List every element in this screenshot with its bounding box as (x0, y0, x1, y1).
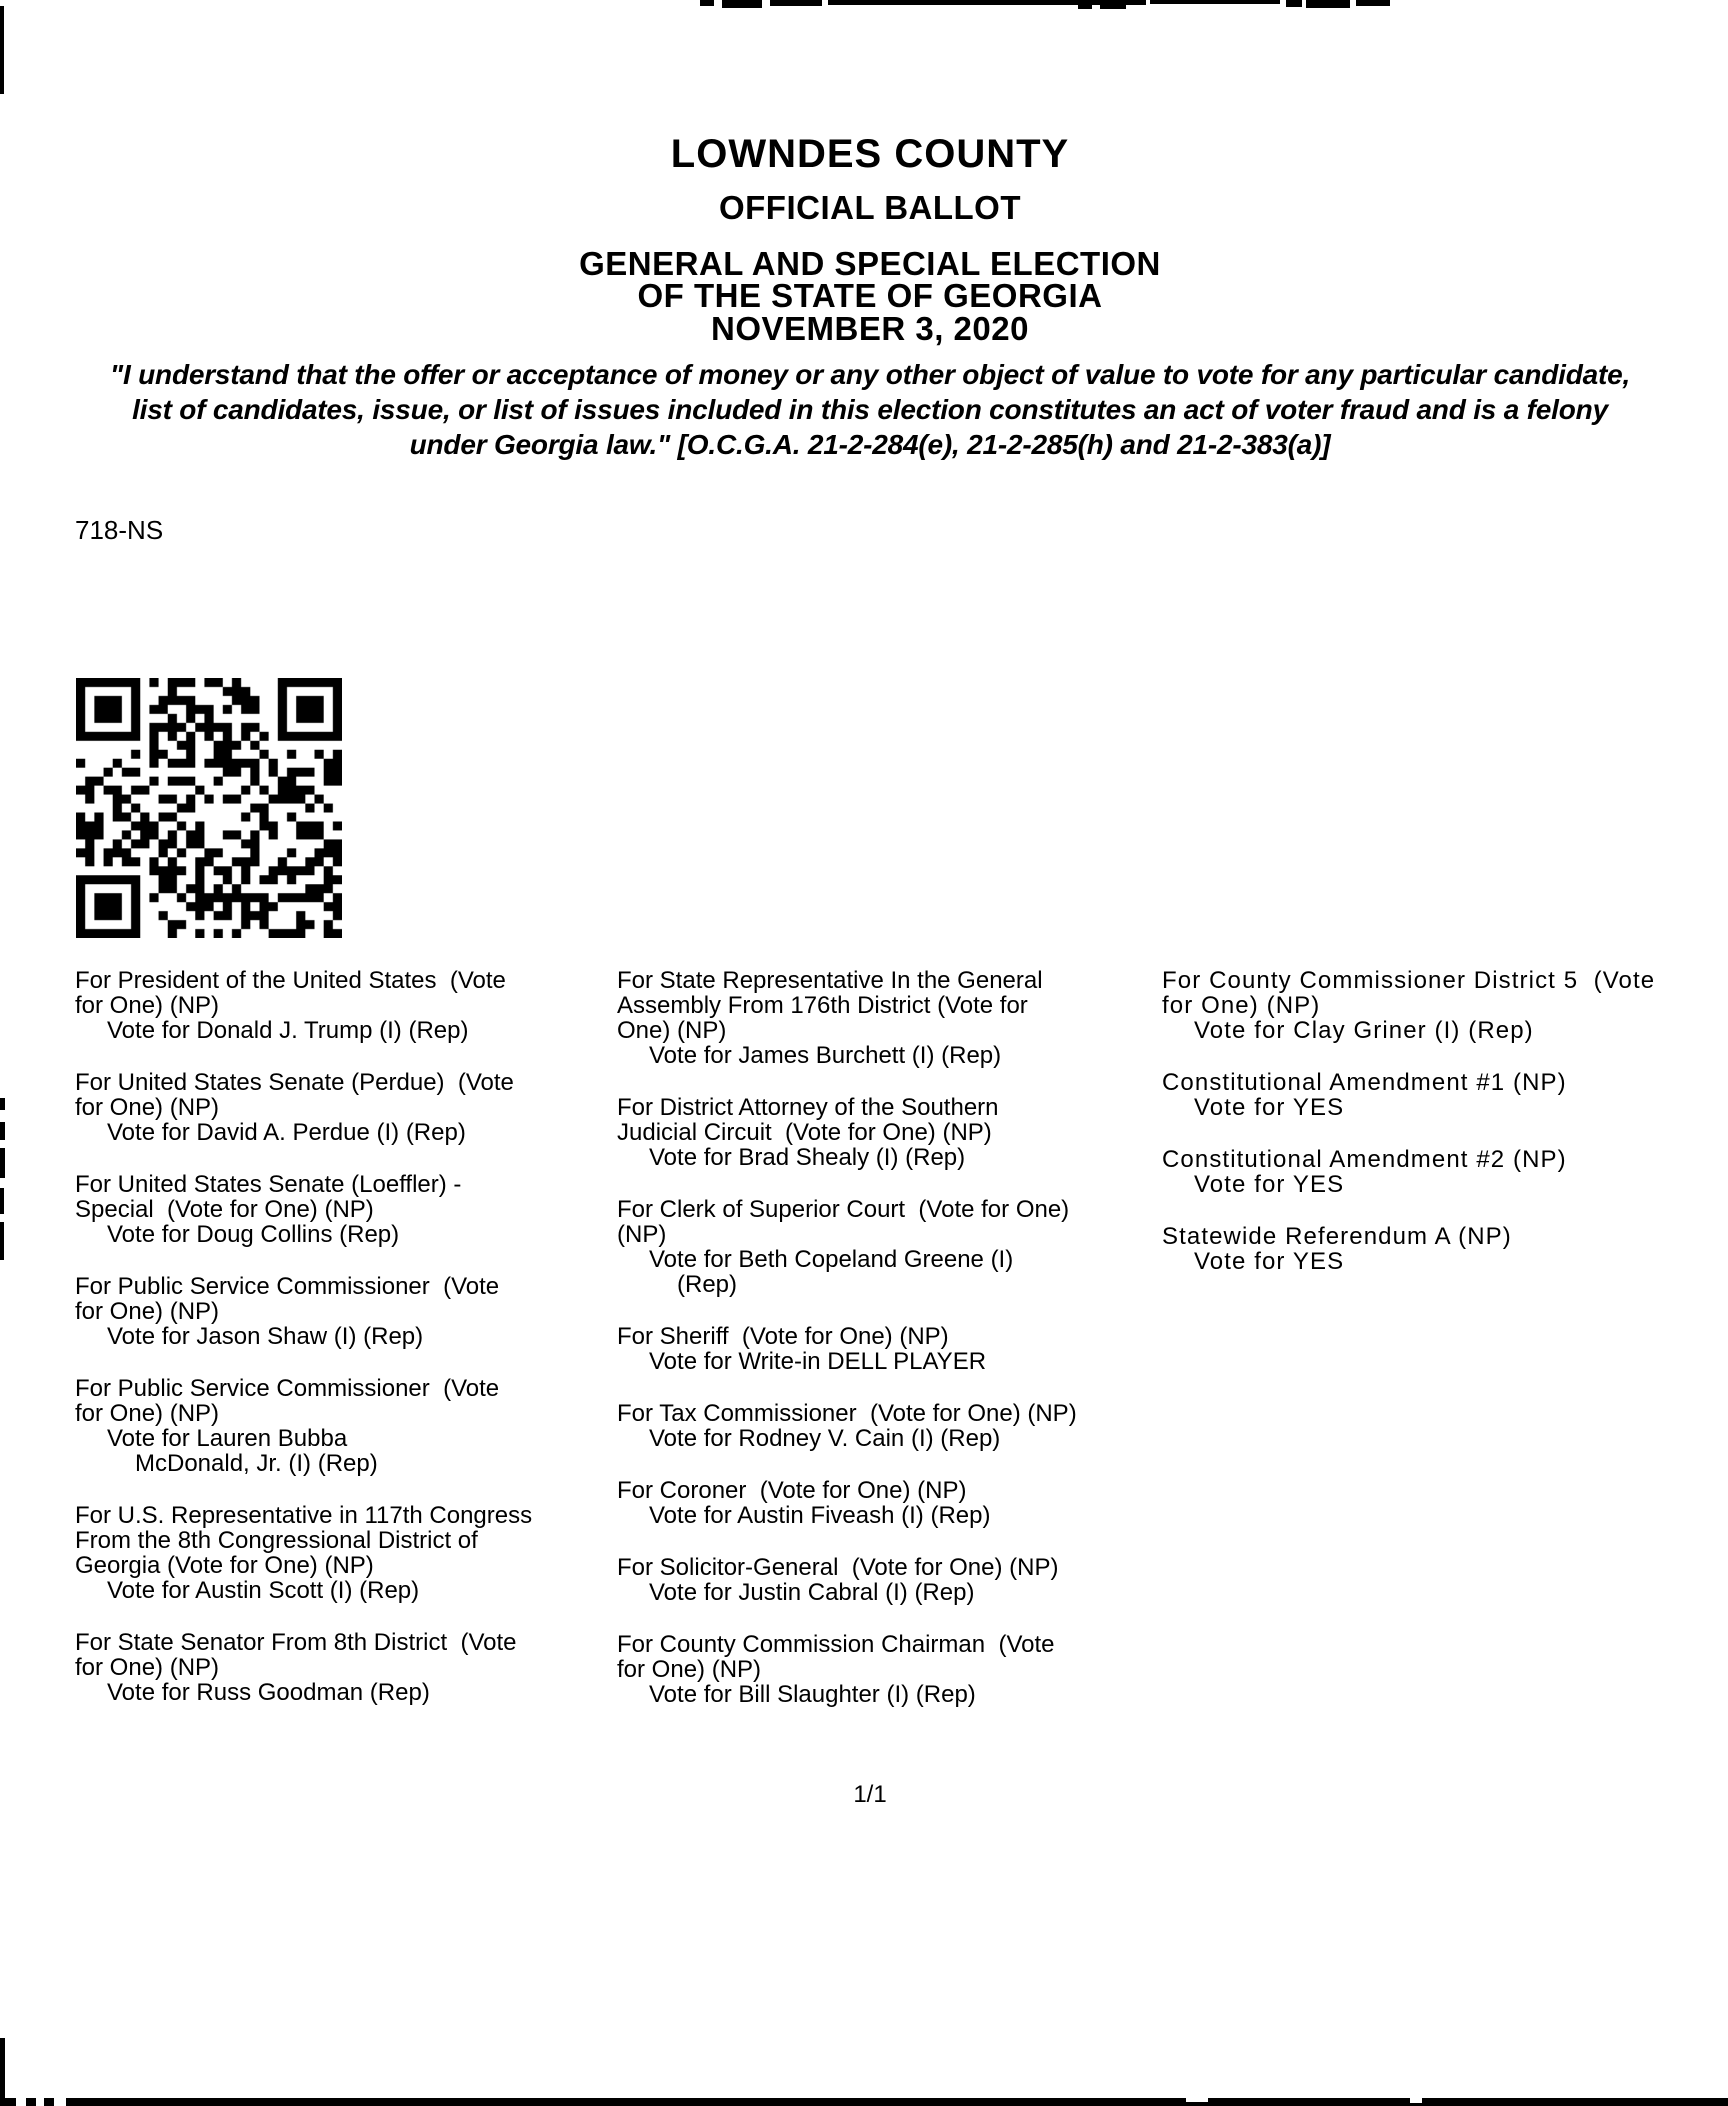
contest-title-line: For District Attorney of the Southern (617, 1094, 999, 1121)
scan-artifact-gap (1186, 2098, 1208, 2102)
contest-title-line: Constitutional Amendment #2 (NP) (1162, 1146, 1567, 1173)
vote-line: Vote for YES (1194, 1248, 1345, 1275)
fraud-disclaimer-line1: "I understand that the offer or acceptance of money or any other object of value to vote for any particular candidate, (109, 359, 1631, 390)
contest-block (1162, 1147, 1728, 1197)
scan-artifact (0, 2038, 5, 2106)
scan-artifact (0, 1098, 5, 1110)
contest-title-line: for One) (NP) (75, 1298, 220, 1325)
contest-title-line: for One) (NP) (75, 1094, 220, 1121)
contest-title-line: For Coroner (Vote for One) (NP) (617, 1477, 967, 1504)
scan-artifact (1356, 0, 1390, 6)
contest-title-line: For President of the United States (Vote (75, 967, 506, 994)
contest-block (617, 1555, 1152, 1605)
scan-artifact (0, 1188, 4, 1214)
contest-title-line: Georgia (Vote for One) (NP) (75, 1552, 374, 1579)
contest-block (75, 968, 600, 1043)
contest-title-line: For State Senator From 8th District (Vote (75, 1629, 517, 1656)
scan-artifact (1306, 0, 1350, 8)
contest-block (617, 1324, 1152, 1374)
scan-artifact (700, 0, 714, 6)
contest-title-line: for One) (NP) (75, 1654, 220, 1681)
vote-line: Vote for Lauren Bubba (107, 1425, 348, 1452)
contest-title-line: For Tax Commissioner (Vote for One) (NP) (617, 1400, 1077, 1427)
scan-artifact (1078, 0, 1092, 9)
vote-line: Vote for YES (1194, 1171, 1345, 1198)
contest-block (617, 968, 1152, 1068)
contest-block (617, 1401, 1152, 1451)
scan-artifact (0, 1222, 4, 1260)
contest-title-line: Constitutional Amendment #1 (NP) (1162, 1069, 1567, 1096)
scan-artifact (722, 0, 762, 8)
ballot-column (75, 968, 600, 1732)
precinct-code: 718-NS (75, 515, 164, 545)
contest-title-line: For Clerk of Superior Court (Vote for One) (617, 1196, 1070, 1223)
contest-title-line: for One) (NP) (75, 1400, 220, 1427)
contest-block (75, 1630, 600, 1705)
contest-title-line: One) (NP) (617, 1017, 727, 1044)
ballot-column (1162, 968, 1728, 1301)
vote-line: Vote for Justin Cabral (I) (Rep) (649, 1579, 975, 1606)
contest-block (1162, 1224, 1728, 1274)
contest-block (75, 1172, 600, 1247)
scan-artifact (0, 2098, 1728, 2106)
vote-line: Vote for Clay Griner (I) (Rep) (1194, 1017, 1534, 1044)
vote-line: Vote for David A. Perdue (I) (Rep) (107, 1119, 466, 1146)
scan-artifact (0, 1148, 5, 1178)
fraud-disclaimer-line3: under Georgia law." [O.C.G.A. 21-2-284(e), 21-2-285(h) and 21-2-383(a)] (409, 429, 1331, 460)
contest-title-line: Judicial Circuit (Vote for One) (NP) (617, 1119, 992, 1146)
contest-title-line: For State Representative In the General (617, 967, 1043, 994)
scan-artifact (828, 0, 1146, 5)
scan-artifact-gap (1410, 2098, 1422, 2103)
vote-line: Vote for Brad Shealy (I) (Rep) (649, 1144, 966, 1171)
vote-line: Vote for Austin Scott (I) (Rep) (107, 1577, 420, 1604)
contest-block (75, 1503, 600, 1603)
page-number: 1/1 (853, 1781, 887, 1808)
vote-line: Vote for Write-in DELL PLAYER (649, 1348, 987, 1375)
contest-title-line: For Sheriff (Vote for One) (NP) (617, 1323, 949, 1350)
vote-line: Vote for Jason Shaw (I) (Rep) (107, 1323, 424, 1350)
vote-line: Vote for Bill Slaughter (I) (Rep) (649, 1681, 976, 1708)
contest-title-line: From the 8th Congressional District of (75, 1527, 478, 1554)
vote-line: Vote for Russ Goodman (Rep) (107, 1679, 430, 1706)
scan-artifact (0, 1122, 5, 1140)
vote-line: Vote for James Burchett (I) (Rep) (649, 1042, 1002, 1069)
vote-line: Vote for YES (1194, 1094, 1345, 1121)
contest-title-line: For County Commission Chairman (Vote (617, 1631, 1055, 1658)
contest-block (75, 1070, 600, 1145)
ballot-county-title: LOWNDES COUNTY (670, 132, 1070, 176)
ballot-type-title: OFFICIAL BALLOT (718, 189, 1022, 226)
contest-title-line: for One) (NP) (75, 992, 220, 1019)
scan-artifact (1100, 0, 1126, 9)
scan-artifact-gap (54, 2098, 66, 2106)
contest-title-line: For United States Senate (Loeffler) - (75, 1171, 462, 1198)
contest-title-line: (NP) (617, 1221, 667, 1248)
election-title-line2: OF THE STATE OF GEORGIA (637, 277, 1103, 314)
contest-title-line: For Public Service Commissioner (Vote (75, 1273, 500, 1300)
election-title-line1: GENERAL AND SPECIAL ELECTION (579, 245, 1161, 282)
scan-artifact-gap (36, 2098, 44, 2106)
scan-artifact-gap (16, 2098, 26, 2106)
contest-title-line: For Public Service Commissioner (Vote (75, 1375, 500, 1402)
vote-line: Vote for Donald J. Trump (I) (Rep) (107, 1017, 469, 1044)
contest-block (75, 1274, 600, 1349)
contest-title-line: for One) (NP) (617, 1656, 762, 1683)
vote-line: Vote for Rodney V. Cain (I) (Rep) (649, 1425, 1001, 1452)
vote-line: Vote for Beth Copeland Greene (I) (649, 1246, 1014, 1273)
contest-block (617, 1095, 1152, 1170)
vote-line: Vote for Austin Fiveash (I) (Rep) (649, 1502, 991, 1529)
contest-title-line: For Solicitor-General (Vote for One) (NP) (617, 1554, 1059, 1581)
scan-artifact (0, 6, 4, 94)
vote-line: Vote for Doug Collins (Rep) (107, 1221, 400, 1248)
contest-title-line: For County Commissioner District 5 (Vote (1162, 967, 1656, 994)
contest-block (617, 1197, 1152, 1297)
contest-block (1162, 968, 1728, 1043)
contest-title-line: For U.S. Representative in 117th Congress (75, 1502, 533, 1529)
ballot-column (617, 968, 1152, 1734)
fraud-disclaimer-line2: list of candidates, issue, or list of issues included in this election constitutes an act of voter fraud and is a felony (132, 394, 1608, 425)
scan-artifact (1150, 0, 1280, 4)
contest-block (617, 1478, 1152, 1528)
contest-title-line: Statewide Referendum A (NP) (1162, 1223, 1512, 1250)
contest-title-line: Special (Vote for One) (NP) (75, 1196, 374, 1223)
contest-block (1162, 1070, 1728, 1120)
contest-title-line: Assembly From 176th District (Vote for (617, 992, 1028, 1019)
contest-block (75, 1376, 600, 1476)
contest-block (617, 1632, 1152, 1707)
contest-title-line: For United States Senate (Perdue) (Vote (75, 1069, 514, 1096)
qr-code (76, 678, 342, 938)
vote-line: McDonald, Jr. (I) (Rep) (135, 1450, 378, 1477)
scan-artifact (1286, 0, 1302, 7)
contest-title-line: for One) (NP) (1162, 992, 1321, 1019)
vote-line: (Rep) (677, 1271, 738, 1298)
scan-artifact (770, 0, 822, 6)
election-date: NOVEMBER 3, 2020 (711, 310, 1029, 347)
